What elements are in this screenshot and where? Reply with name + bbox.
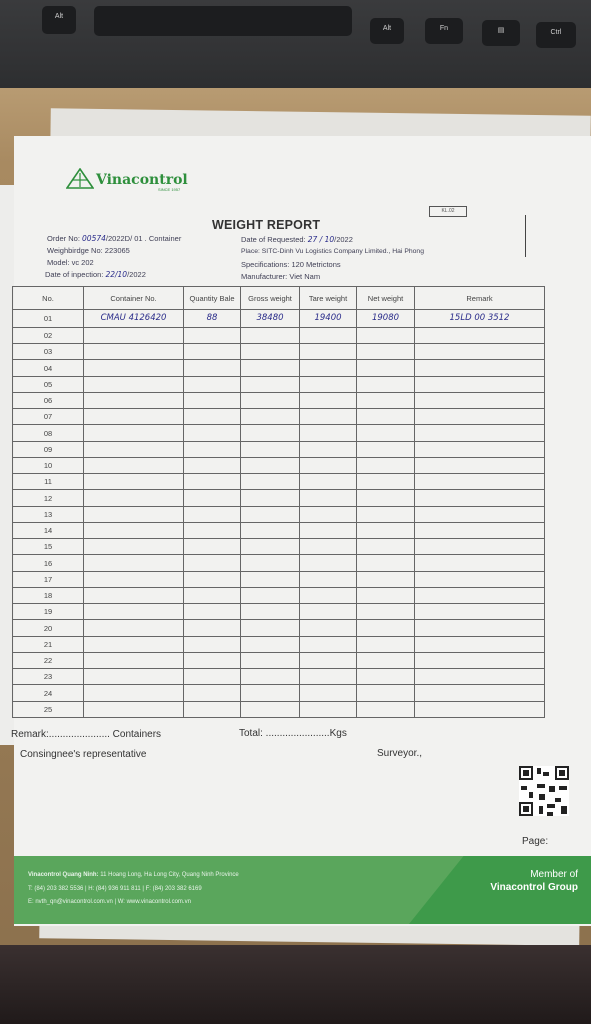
key-alt-left: Alt bbox=[42, 6, 76, 34]
tare-weight-cell bbox=[300, 392, 357, 408]
quantity-bale-cell bbox=[184, 685, 241, 701]
row-no-cell: 22 bbox=[13, 652, 84, 668]
gross-weight-cell bbox=[241, 344, 300, 360]
page-label: Page: bbox=[522, 836, 549, 847]
net-weight-cell bbox=[357, 392, 415, 408]
net-weight-cell bbox=[357, 327, 415, 343]
brand-subtitle: SINCE 1957 bbox=[158, 187, 181, 192]
row-no-cell: 09 bbox=[13, 441, 84, 457]
container-no-cell bbox=[84, 652, 184, 668]
tare-weight-cell bbox=[300, 620, 357, 636]
container-no-cell bbox=[84, 392, 184, 408]
quantity-bale-cell bbox=[184, 376, 241, 392]
gross-weight-cell bbox=[241, 701, 300, 717]
vinacontrol-group: Vinacontrol Group bbox=[490, 882, 578, 893]
specifications: Specifications: 120 Metrictons bbox=[241, 260, 341, 269]
tare-weight-cell bbox=[300, 376, 357, 392]
quantity-bale-cell bbox=[184, 425, 241, 441]
net-weight-cell bbox=[357, 669, 415, 685]
gross-weight-cell bbox=[241, 457, 300, 473]
quantity-bale-cell bbox=[184, 604, 241, 620]
remark-cell bbox=[415, 441, 545, 457]
row-no-cell: 03 bbox=[13, 344, 84, 360]
net-weight-cell bbox=[357, 522, 415, 538]
keyboard-background bbox=[0, 0, 591, 95]
remark-cell bbox=[415, 376, 545, 392]
manufacturer: Manufacturer: Viet Nam bbox=[241, 272, 321, 281]
net-weight-cell bbox=[357, 474, 415, 490]
remark-containers: Remark:...................... Containers bbox=[11, 729, 162, 740]
gross-weight-cell bbox=[241, 506, 300, 522]
row-no-cell: 17 bbox=[13, 571, 84, 587]
gross-weight-cell bbox=[241, 360, 300, 376]
table-row bbox=[13, 604, 545, 620]
tare-weight-cell bbox=[300, 604, 357, 620]
gross-weight-cell: 38480 bbox=[241, 310, 300, 328]
net-weight-cell bbox=[357, 360, 415, 376]
table-row bbox=[13, 571, 545, 587]
quantity-bale-cell bbox=[184, 522, 241, 538]
table-row bbox=[13, 490, 545, 506]
container-no-cell bbox=[84, 636, 184, 652]
net-weight-cell bbox=[357, 555, 415, 571]
net-weight-cell bbox=[357, 344, 415, 360]
row-no-cell: 23 bbox=[13, 669, 84, 685]
row-no-cell: 25 bbox=[13, 701, 84, 717]
net-weight-cell bbox=[357, 604, 415, 620]
remark-cell bbox=[415, 522, 545, 538]
col-header-tare: Tare weight bbox=[300, 287, 357, 310]
net-weight-cell bbox=[357, 571, 415, 587]
remark-cell bbox=[415, 571, 545, 587]
remark-cell bbox=[415, 604, 545, 620]
gross-weight-cell bbox=[241, 685, 300, 701]
quantity-bale-cell bbox=[184, 539, 241, 555]
row-no-cell: 05 bbox=[13, 376, 84, 392]
table-row bbox=[13, 539, 545, 555]
gross-weight-cell bbox=[241, 652, 300, 668]
container-no-cell bbox=[84, 344, 184, 360]
table-row bbox=[13, 360, 545, 376]
container-no-cell bbox=[84, 587, 184, 603]
remark-cell bbox=[415, 636, 545, 652]
gross-weight-cell bbox=[241, 376, 300, 392]
container-no-cell bbox=[84, 490, 184, 506]
quantity-bale-cell bbox=[184, 474, 241, 490]
table-row bbox=[13, 441, 545, 457]
row-no-cell: 11 bbox=[13, 474, 84, 490]
weight-table bbox=[12, 286, 545, 718]
container-no-cell bbox=[84, 409, 184, 425]
net-weight-cell bbox=[357, 620, 415, 636]
brand-name: Vinacontrol bbox=[96, 172, 188, 188]
container-no-cell bbox=[84, 441, 184, 457]
tare-weight-cell bbox=[300, 571, 357, 587]
row-no-cell: 19 bbox=[13, 604, 84, 620]
net-weight-cell bbox=[357, 409, 415, 425]
key-ctrl: Ctrl bbox=[536, 22, 576, 48]
quantity-bale-cell bbox=[184, 441, 241, 457]
gross-weight-cell bbox=[241, 587, 300, 603]
place: Place: SITC-Dinh Vu Logistics Company Limited., Hai Phong bbox=[241, 248, 424, 255]
gross-weight-cell bbox=[241, 539, 300, 555]
table-row bbox=[13, 555, 545, 571]
tare-weight-cell bbox=[300, 327, 357, 343]
requested-date: Date of Requested: 27 / 10/2022 bbox=[241, 235, 353, 244]
tare-weight-cell bbox=[300, 441, 357, 457]
row-no-cell: 13 bbox=[13, 506, 84, 522]
tare-weight-cell bbox=[300, 539, 357, 555]
gross-weight-cell bbox=[241, 669, 300, 685]
row-no-cell: 07 bbox=[13, 409, 84, 425]
quantity-bale-cell bbox=[184, 652, 241, 668]
vinacontrol-logo-icon bbox=[66, 168, 94, 190]
table-row bbox=[13, 409, 545, 425]
consignee-representative: Consingnee's representative bbox=[20, 749, 147, 760]
table-row bbox=[13, 620, 545, 636]
tare-weight-cell bbox=[300, 555, 357, 571]
remark-cell bbox=[415, 392, 545, 408]
row-no-cell: 01 bbox=[13, 310, 84, 328]
container-no-cell bbox=[84, 539, 184, 555]
tare-weight-cell bbox=[300, 344, 357, 360]
container-no-cell bbox=[84, 604, 184, 620]
row-no-cell: 10 bbox=[13, 457, 84, 473]
tare-weight-cell bbox=[300, 409, 357, 425]
row-no-cell: 04 bbox=[13, 360, 84, 376]
table-row bbox=[13, 327, 545, 343]
quantity-bale-cell bbox=[184, 555, 241, 571]
qr-code-icon bbox=[519, 766, 569, 816]
remark-cell bbox=[415, 457, 545, 473]
table-row bbox=[13, 652, 545, 668]
quantity-bale-cell bbox=[184, 490, 241, 506]
key-alt-right: Alt bbox=[370, 18, 404, 44]
form-code-box: KL.02 bbox=[429, 206, 467, 217]
remark-cell bbox=[415, 620, 545, 636]
table-row bbox=[13, 685, 545, 701]
net-weight-cell bbox=[357, 490, 415, 506]
tare-weight-cell bbox=[300, 636, 357, 652]
row-no-cell: 24 bbox=[13, 685, 84, 701]
spacebar bbox=[94, 6, 352, 36]
total-kgs: Total: .......................Kgs bbox=[239, 728, 347, 739]
row-no-cell: 16 bbox=[13, 555, 84, 571]
tare-weight-cell bbox=[300, 701, 357, 717]
tare-weight-cell bbox=[300, 474, 357, 490]
tare-weight-cell bbox=[300, 360, 357, 376]
gross-weight-cell bbox=[241, 409, 300, 425]
net-weight-cell bbox=[357, 636, 415, 652]
net-weight-cell: 19080 bbox=[357, 310, 415, 328]
order-number: Order No: 00574/2022D/ 01 . Container bbox=[47, 234, 182, 243]
quantity-bale-cell: 88 bbox=[184, 310, 241, 328]
edge-bracket-mark bbox=[525, 215, 532, 257]
table-row bbox=[13, 587, 545, 603]
quantity-bale-cell bbox=[184, 457, 241, 473]
gross-weight-cell bbox=[241, 490, 300, 506]
col-header-no: No. bbox=[13, 287, 84, 310]
row-no-cell: 15 bbox=[13, 539, 84, 555]
table-row bbox=[13, 522, 545, 538]
quantity-bale-cell bbox=[184, 571, 241, 587]
table-row bbox=[13, 310, 545, 328]
net-weight-cell bbox=[357, 587, 415, 603]
quantity-bale-cell bbox=[184, 409, 241, 425]
table-row bbox=[13, 392, 545, 408]
row-no-cell: 08 bbox=[13, 425, 84, 441]
remark-cell bbox=[415, 327, 545, 343]
table-row bbox=[13, 506, 545, 522]
col-header-net: Net weight bbox=[357, 287, 415, 310]
quantity-bale-cell bbox=[184, 506, 241, 522]
net-weight-cell bbox=[357, 425, 415, 441]
net-weight-cell bbox=[357, 652, 415, 668]
inspection-date: Date of inpection: 22/10/2022 bbox=[45, 270, 146, 279]
quantity-bale-cell bbox=[184, 701, 241, 717]
row-no-cell: 21 bbox=[13, 636, 84, 652]
container-no-cell bbox=[84, 555, 184, 571]
quantity-bale-cell bbox=[184, 669, 241, 685]
tare-weight-cell bbox=[300, 506, 357, 522]
remark-cell bbox=[415, 555, 545, 571]
member-of-label: Member of bbox=[530, 869, 578, 880]
tare-weight-cell bbox=[300, 490, 357, 506]
container-no-cell bbox=[84, 474, 184, 490]
quantity-bale-cell bbox=[184, 360, 241, 376]
remark-cell bbox=[415, 344, 545, 360]
col-header-container: Container No. bbox=[84, 287, 184, 310]
col-header-remark: Remark bbox=[415, 287, 545, 310]
table-row bbox=[13, 425, 545, 441]
remark-cell bbox=[415, 669, 545, 685]
table-row bbox=[13, 344, 545, 360]
container-no-cell bbox=[84, 620, 184, 636]
net-weight-cell bbox=[357, 457, 415, 473]
remark-cell: 15LD 00 3512 bbox=[415, 310, 545, 328]
container-no-cell bbox=[84, 457, 184, 473]
quantity-bale-cell bbox=[184, 636, 241, 652]
remark-cell bbox=[415, 701, 545, 717]
requested-date-handwritten: 27 / 10 bbox=[307, 235, 335, 244]
quantity-bale-cell bbox=[184, 620, 241, 636]
tare-weight-cell bbox=[300, 522, 357, 538]
row-no-cell: 12 bbox=[13, 490, 84, 506]
remark-cell bbox=[415, 490, 545, 506]
tare-weight-cell bbox=[300, 587, 357, 603]
row-no-cell: 06 bbox=[13, 392, 84, 408]
table-row bbox=[13, 701, 545, 717]
container-no-cell bbox=[84, 360, 184, 376]
tare-weight-cell bbox=[300, 669, 357, 685]
gross-weight-cell bbox=[241, 555, 300, 571]
net-weight-cell bbox=[357, 701, 415, 717]
net-weight-cell bbox=[357, 685, 415, 701]
gross-weight-cell bbox=[241, 571, 300, 587]
net-weight-cell bbox=[357, 376, 415, 392]
gross-weight-cell bbox=[241, 474, 300, 490]
tare-weight-cell bbox=[300, 652, 357, 668]
net-weight-cell bbox=[357, 539, 415, 555]
net-weight-cell bbox=[357, 506, 415, 522]
remark-cell bbox=[415, 587, 545, 603]
container-no-cell bbox=[84, 522, 184, 538]
remark-cell bbox=[415, 506, 545, 522]
gross-weight-cell bbox=[241, 636, 300, 652]
container-no-cell bbox=[84, 701, 184, 717]
table-row bbox=[13, 636, 545, 652]
container-no-cell bbox=[84, 376, 184, 392]
quantity-bale-cell bbox=[184, 344, 241, 360]
tare-weight-cell bbox=[300, 457, 357, 473]
key-fn: Fn bbox=[425, 18, 463, 44]
container-no-cell: CMAU 4126420 bbox=[84, 310, 184, 328]
floor-shadow bbox=[0, 945, 591, 1024]
inspection-date-handwritten: 22/10 bbox=[105, 270, 128, 279]
order-number-handwritten: 00574 bbox=[82, 234, 106, 243]
table-row bbox=[13, 474, 545, 490]
remark-cell bbox=[415, 360, 545, 376]
tare-weight-cell bbox=[300, 425, 357, 441]
row-no-cell: 02 bbox=[13, 327, 84, 343]
quantity-bale-cell bbox=[184, 587, 241, 603]
container-no-cell bbox=[84, 685, 184, 701]
gross-weight-cell bbox=[241, 604, 300, 620]
container-no-cell bbox=[84, 669, 184, 685]
page-title: WEIGHT REPORT bbox=[212, 218, 321, 232]
container-no-cell bbox=[84, 425, 184, 441]
row-no-cell: 20 bbox=[13, 620, 84, 636]
gross-weight-cell bbox=[241, 441, 300, 457]
tare-weight-cell bbox=[300, 685, 357, 701]
table-header-row bbox=[13, 287, 545, 310]
quantity-bale-cell bbox=[184, 392, 241, 408]
gross-weight-cell bbox=[241, 522, 300, 538]
gross-weight-cell bbox=[241, 425, 300, 441]
gross-weight-cell bbox=[241, 392, 300, 408]
remark-cell bbox=[415, 409, 545, 425]
model: Model: vc 202 bbox=[47, 258, 94, 267]
menu-key-icon: ▤ bbox=[482, 20, 520, 46]
container-no-cell bbox=[84, 327, 184, 343]
footer-phones: T: (84) 203 382 5536 | H: (84) 936 911 811 | F: (84) 203 382 6169 bbox=[28, 886, 202, 892]
remark-cell bbox=[415, 474, 545, 490]
col-header-quantity: Quantity Bale bbox=[184, 287, 241, 310]
row-no-cell: 18 bbox=[13, 587, 84, 603]
table-row bbox=[13, 457, 545, 473]
container-no-cell bbox=[84, 571, 184, 587]
gross-weight-cell bbox=[241, 620, 300, 636]
remark-cell bbox=[415, 539, 545, 555]
gross-weight-cell bbox=[241, 327, 300, 343]
footer-address: Vinacontrol Quang Ninh: 11 Hoang Long, Ha Long City, Quang Ninh Province bbox=[28, 872, 239, 878]
remark-cell bbox=[415, 685, 545, 701]
net-weight-cell bbox=[357, 441, 415, 457]
row-no-cell: 14 bbox=[13, 522, 84, 538]
quantity-bale-cell bbox=[184, 327, 241, 343]
table-row bbox=[13, 376, 545, 392]
weighbridge-number: Weighbirdge No: 223065 bbox=[47, 246, 130, 255]
remark-cell bbox=[415, 425, 545, 441]
surveyor: Surveyor., bbox=[377, 748, 423, 759]
col-header-gross: Gross weight bbox=[241, 287, 300, 310]
tare-weight-cell: 19400 bbox=[300, 310, 357, 328]
remark-cell bbox=[415, 652, 545, 668]
table-row bbox=[13, 669, 545, 685]
footer-contacts: E: nvth_qn@vinacontrol.com.vn | W: www.vinacontrol.com.vn bbox=[28, 899, 191, 905]
container-no-cell bbox=[84, 506, 184, 522]
